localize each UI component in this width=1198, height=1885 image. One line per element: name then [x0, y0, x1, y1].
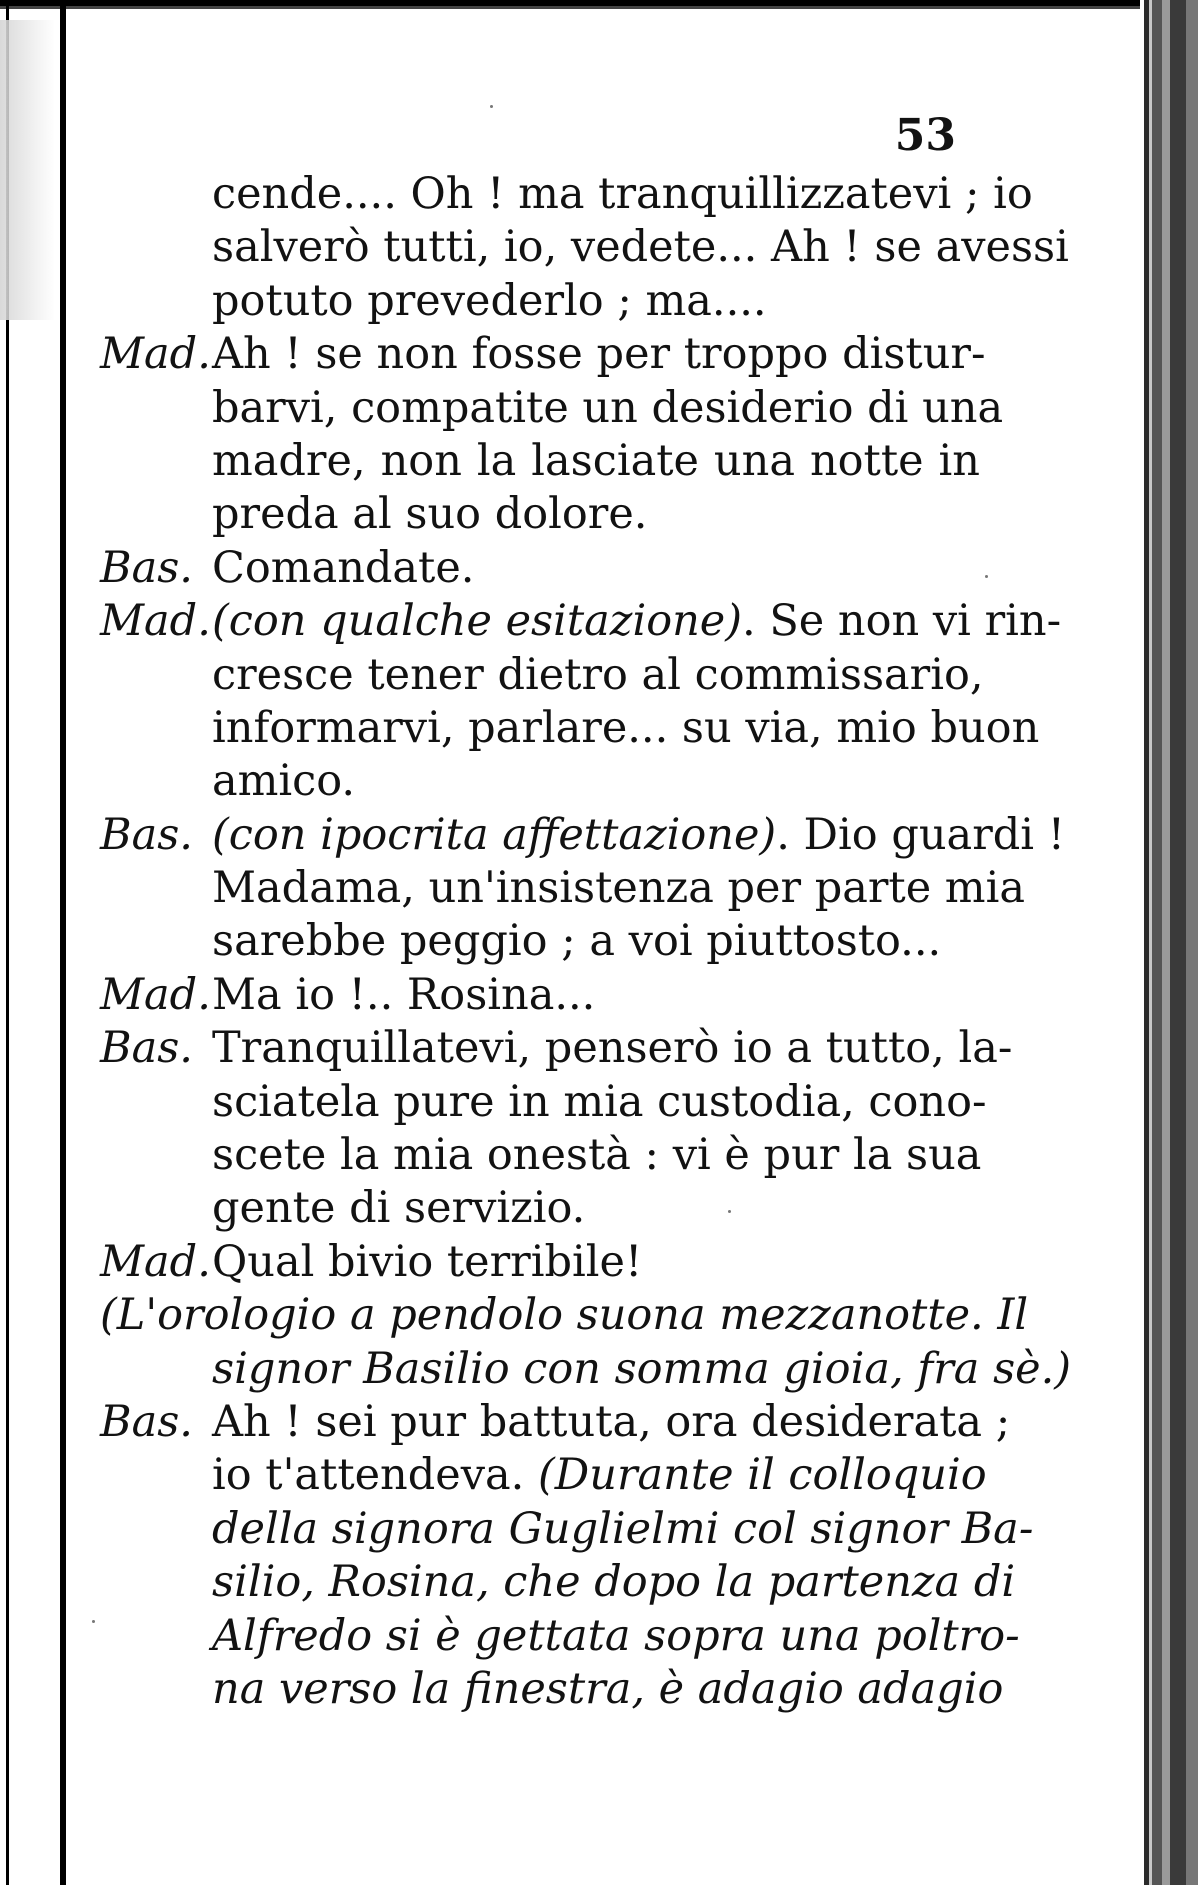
speaker-label: Mad. — [100, 596, 211, 647]
line-text: sarebbe peggio ; a voi piuttosto... — [212, 916, 942, 967]
line-text: Ma io !.. Rosina... — [212, 969, 596, 1020]
speckle — [728, 1210, 731, 1213]
dialogue-text — [212, 1556, 1016, 1609]
text-line — [100, 168, 1033, 221]
speckle — [490, 105, 493, 108]
speaker-label: Mad. — [100, 1236, 211, 1287]
dialogue-text — [212, 1129, 980, 1182]
line-text: cende.... Oh ! ma tranquillizzatevi ; io — [212, 169, 1033, 219]
stage-direction: (L'orologio a pendolo suona mezzanotte. Il — [100, 1290, 1029, 1341]
line-text: . Se non vi rin- — [742, 596, 1062, 647]
dialogue-text — [212, 862, 1025, 915]
dialogue-text — [212, 488, 980, 541]
dialogue-text — [212, 1182, 980, 1235]
dialogue-text — [212, 969, 980, 1022]
line-text: Tranquillatevi, penserò io a tutto, la- — [212, 1023, 1013, 1074]
dialogue-text — [212, 1503, 1034, 1556]
text-line — [100, 595, 1062, 648]
dialogue-text — [212, 275, 980, 328]
dialogue-text — [212, 435, 980, 488]
text-line — [100, 809, 1065, 862]
text-line — [100, 1503, 1034, 1556]
text-line — [100, 221, 1069, 274]
page-text — [100, 168, 1072, 1716]
page-left-shadow — [0, 20, 55, 320]
text-line — [100, 1556, 1016, 1609]
text-line — [100, 1129, 980, 1182]
speaker-label: Bas. — [100, 542, 193, 593]
line-text: scete la mia onestà : vi è pur la sua — [212, 1130, 982, 1181]
text-line — [100, 702, 1040, 755]
dialogue-text — [212, 649, 984, 702]
line-text: salverò tutti, io, vedete... Ah ! se avessi — [212, 222, 1069, 273]
text-line — [100, 328, 986, 381]
text-line — [100, 1610, 1020, 1663]
page-number: 53 — [894, 110, 956, 161]
line-text: madre, non la lasciate una notte in — [212, 435, 980, 486]
line-text: na verso la finestra, è adagio adagio — [212, 1663, 1004, 1714]
line-text: gente di servizio. — [212, 1183, 586, 1234]
dialogue-text — [212, 328, 986, 381]
speckle — [92, 1620, 95, 1623]
text-line — [100, 1449, 987, 1502]
line-text: Ah ! sei pur battuta, ora desiderata ; — [212, 1396, 1011, 1447]
line-text: Qual bivio terribile! — [212, 1236, 643, 1287]
line-text: Ah ! se non fosse per troppo distur- — [212, 329, 986, 380]
line-text: Comandate. — [212, 542, 475, 593]
stage-direction: signor Basilio con somma gioia, fra sè.) — [212, 1343, 1072, 1394]
text-line — [100, 1076, 987, 1129]
text-line — [100, 435, 980, 488]
text-line — [100, 862, 1025, 915]
dialogue-text — [212, 1076, 987, 1129]
line-text: amico. — [212, 756, 356, 807]
text-line — [100, 969, 980, 1022]
stage-direction: (con ipocrita affettazione) — [212, 809, 777, 860]
dialogue-text — [212, 1449, 987, 1502]
line-text: . Dio guardi ! — [776, 809, 1065, 860]
speckle — [985, 575, 988, 578]
text-line — [100, 1289, 1029, 1342]
dialogue-text — [212, 702, 1040, 755]
dialogue-text — [212, 595, 1062, 648]
text-line — [100, 1236, 980, 1289]
text-line — [100, 382, 1004, 435]
speaker-label: Mad. — [100, 969, 211, 1020]
line-text: io t'attendeva. — [212, 1450, 538, 1501]
dialogue-text — [212, 755, 980, 808]
speaker-label: Mad. — [100, 329, 211, 380]
text-line — [100, 755, 980, 808]
dialogue-text — [212, 1236, 980, 1289]
text-line — [100, 275, 980, 328]
line-text: preda al suo dolore. — [212, 489, 648, 540]
line-text: Madama, un'insistenza per parte mia — [212, 863, 1025, 914]
line-text: silio, Rosina, che dopo la partenza di — [212, 1557, 1016, 1608]
stage-direction: (Durante il colloquio — [538, 1450, 987, 1501]
page-right-edge — [1140, 0, 1198, 1885]
line-text: della signora Guglielmi col signor Ba- — [212, 1503, 1034, 1554]
dialogue-text — [212, 1396, 1011, 1449]
dialogue-text — [212, 221, 1069, 274]
page-top-edge — [0, 0, 1150, 22]
stage-direction: (con qualche esitazione) — [212, 596, 743, 647]
dialogue-text — [212, 542, 980, 595]
text-line — [100, 488, 980, 541]
line-text: Alfredo si è gettata sopra una poltro- — [212, 1610, 1020, 1661]
line-text: informarvi, parlare... su via, mio buon — [212, 702, 1040, 753]
dialogue-text — [212, 1022, 1013, 1075]
text-line — [100, 542, 980, 595]
dialogue-text — [212, 915, 980, 968]
dialogue-text — [212, 382, 1004, 435]
line-text: sciatela pure in mia custodia, cono- — [212, 1076, 987, 1127]
text-line — [100, 649, 984, 702]
dialogue-text — [212, 168, 1033, 221]
speaker-label: Bas. — [100, 1023, 193, 1074]
dialogue-text — [212, 1610, 1020, 1663]
line-text: potuto prevederlo ; ma.... — [212, 275, 767, 326]
text-line — [100, 1182, 980, 1235]
speaker-label: Bas. — [100, 809, 193, 860]
text-line — [100, 1663, 1004, 1716]
line-text: cresce tener dietro al commissario, — [212, 649, 984, 700]
text-line — [100, 915, 980, 968]
text-line — [100, 1396, 1011, 1449]
line-text: barvi, compatite un desiderio di una — [212, 382, 1004, 433]
dialogue-text — [212, 809, 1065, 862]
text-line — [100, 1343, 1072, 1396]
dialogue-text — [212, 1663, 1004, 1716]
speaker-label: Bas. — [100, 1396, 193, 1447]
text-line — [100, 1022, 1013, 1075]
